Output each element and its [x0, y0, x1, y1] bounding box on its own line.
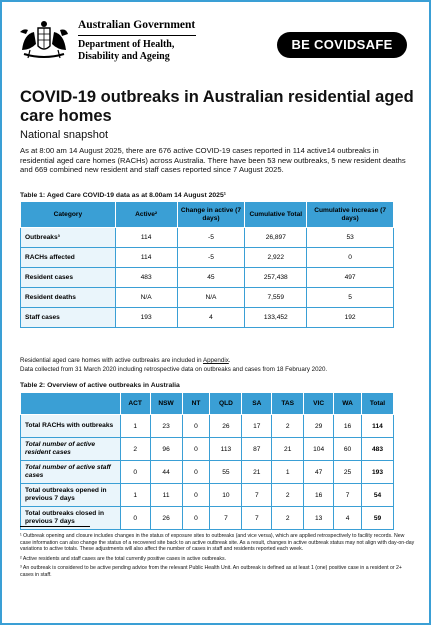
department-line-1: Department of Health, — [78, 39, 175, 50]
table-cell: -5 — [177, 228, 245, 248]
table-row — [21, 415, 394, 438]
table-cell: 16 — [304, 484, 334, 507]
table-cell: 0 — [182, 461, 210, 484]
table-cell: 26 — [210, 415, 242, 438]
table-cell: 25 — [334, 461, 362, 484]
table-cell: N/A — [177, 288, 245, 308]
appendix-note-text: Residential aged care homes with active outbreaks are included in — [20, 357, 203, 364]
column-header: Active² — [115, 202, 177, 228]
table-cell: 1 — [120, 484, 150, 507]
table-cell: 13 — [304, 507, 334, 530]
table-cell: 21 — [272, 438, 304, 461]
table-cell: 104 — [304, 438, 334, 461]
table-cell: 16 — [334, 415, 362, 438]
column-header: Cumulative Total — [245, 202, 307, 228]
column-header: Cumulative increase (7 days) — [307, 202, 394, 228]
table-cell: 0 — [182, 415, 210, 438]
table1-caption: Table 1: Aged Care COVID-19 data as at 8.00am 14 August 2025¹ — [20, 192, 226, 199]
table-cell: 53 — [307, 228, 394, 248]
row-label: Total RACHs with outbreaks — [21, 415, 121, 438]
row-label: Total number of active resident cases — [21, 438, 121, 461]
column-header: VIC — [304, 393, 334, 415]
table-cell: 2 — [272, 484, 304, 507]
table-cell: 1 — [272, 461, 304, 484]
table-cell: 7 — [210, 507, 242, 530]
row-label: RACHs affected — [21, 248, 116, 268]
column-header: SA — [242, 393, 272, 415]
table-cell: 2,922 — [245, 248, 307, 268]
footnote-divider — [20, 526, 90, 527]
column-header: Total — [362, 393, 394, 415]
column-header: WA — [334, 393, 362, 415]
table-cell: 0 — [307, 248, 394, 268]
table-cell: 26 — [150, 507, 182, 530]
table-cell-total: 54 — [362, 484, 394, 507]
table-cell: 192 — [307, 308, 394, 328]
table-cell: 5 — [307, 288, 394, 308]
table-cell: 60 — [334, 438, 362, 461]
table-cell: 257,438 — [245, 268, 307, 288]
government-branding — [78, 18, 196, 63]
table-row — [21, 308, 394, 328]
appendix-note-end: . — [228, 357, 231, 364]
table-cell: 7,559 — [245, 288, 307, 308]
table-cell: 113 — [210, 438, 242, 461]
table-cell: 0 — [182, 438, 210, 461]
table-cell: 133,452 — [245, 308, 307, 328]
table-row — [21, 228, 394, 248]
table-header-row — [21, 202, 394, 228]
table-row — [21, 484, 394, 507]
row-label: Resident cases — [21, 268, 116, 288]
table-cell: 0 — [120, 507, 150, 530]
table-cell: 4 — [177, 308, 245, 328]
table-row — [21, 438, 394, 461]
intro-paragraph: As at 8:00 am 14 August 2025, there are 676 active COVID-19 cases reported in 114 active14 outbreaks in residential aged care homes (RACHs) across Australia. There have been 53 new outbreaks, 5 new resident deaths and 669 combined new resident and staff cases reported since 7 August 2025. — [20, 146, 406, 175]
row-label: Total number of active staff cases — [21, 461, 121, 484]
footnote-1: ¹ Outbreak opening and closure includes changes in the status of exposure sites to outbreaks (and vice versa), which are applied retrospectively to facility records. New case information can also change the status of a recovered site back to an active outbreak site. As a result, changes in active outbreak status may not align with day-on-day variations to active totals. These adjustments will also affect the number of cases in staff and residents reported each week. — [20, 533, 415, 553]
branding-divider — [78, 35, 196, 36]
page-title: COVID-19 outbreaks in Australian residential aged care homes — [20, 88, 414, 125]
table-cell: 55 — [210, 461, 242, 484]
row-label: Total outbreaks opened in previous 7 days — [21, 484, 121, 507]
column-header: Category — [21, 202, 116, 228]
table-cell: -5 — [177, 248, 245, 268]
footnotes — [20, 533, 415, 582]
table-cell: 26,897 — [245, 228, 307, 248]
coat-of-arms-icon — [16, 20, 72, 64]
table-cell: 23 — [150, 415, 182, 438]
table-cell: 114 — [115, 228, 177, 248]
table-row — [21, 248, 394, 268]
table-cell: 1 — [120, 415, 150, 438]
table-cell: 2 — [272, 507, 304, 530]
table-cell: 17 — [242, 415, 272, 438]
be-covidsafe-badge: BE COVIDSAFE — [277, 32, 407, 58]
table-cell: 7 — [334, 484, 362, 507]
aged-care-data-table — [20, 201, 394, 328]
table-cell: 4 — [334, 507, 362, 530]
table-cell: 29 — [304, 415, 334, 438]
header — [2, 2, 429, 82]
table-cell: 497 — [307, 268, 394, 288]
table-cell: 87 — [242, 438, 272, 461]
column-header: NT — [182, 393, 210, 415]
table-cell-total: 483 — [362, 438, 394, 461]
table-cell: 11 — [150, 484, 182, 507]
table-cell: 0 — [182, 484, 210, 507]
column-header — [21, 393, 121, 415]
column-header: TAS — [272, 393, 304, 415]
active-outbreaks-table — [20, 392, 394, 530]
table-cell: 7 — [242, 484, 272, 507]
page-subtitle: National snapshot — [20, 129, 109, 141]
table-cell: 483 — [115, 268, 177, 288]
table-cell: 21 — [242, 461, 272, 484]
column-header: ACT — [120, 393, 150, 415]
table-cell-total: 59 — [362, 507, 394, 530]
table-cell: 96 — [150, 438, 182, 461]
appendix-note — [20, 356, 327, 365]
department-line-2: Disability and Ageing — [78, 51, 170, 62]
table-cell: 45 — [177, 268, 245, 288]
column-header: Change in active (7 days) — [177, 202, 245, 228]
footnote-2: ² Active residents and staff cases are the total currently positive cases in active outbreaks. — [20, 555, 227, 562]
table-cell: 0 — [182, 507, 210, 530]
table-cell: 47 — [304, 461, 334, 484]
table1-notes — [20, 356, 327, 374]
table-row — [21, 268, 394, 288]
table-cell-total: 114 — [362, 415, 394, 438]
table-cell: 10 — [210, 484, 242, 507]
table-row — [21, 461, 394, 484]
row-label: Staff cases — [21, 308, 116, 328]
table-cell-total: 193 — [362, 461, 394, 484]
data-collection-note: Data collected from 31 March 2020 including retrospective data on outbreaks and cases from 18 February 2020. — [20, 366, 328, 373]
table-cell: 193 — [115, 308, 177, 328]
table-cell: 44 — [150, 461, 182, 484]
row-label: Resident deaths — [21, 288, 116, 308]
table-cell: 2 — [272, 415, 304, 438]
table-cell: 7 — [242, 507, 272, 530]
footnote-3: ³ An outbreak is considered to be active pending advice from the relevant Public Health Unit. An outbreak is defined as at least 1 (one) positive case in a resident or 2+ cases in staff. — [20, 565, 402, 578]
appendix-link[interactable]: Appendix — [202, 357, 229, 364]
column-header: QLD — [210, 393, 242, 415]
column-header: NSW — [150, 393, 182, 415]
table2-caption: Table 2: Overview of active outbreaks in Australia — [20, 382, 180, 389]
row-label: Total outbreaks closed in previous 7 days — [21, 507, 121, 530]
table-cell: N/A — [115, 288, 177, 308]
table-row — [21, 288, 394, 308]
table-cell: 0 — [120, 461, 150, 484]
table-header-row — [21, 393, 394, 415]
table-cell: 114 — [115, 248, 177, 268]
row-label: Outbreaks³ — [21, 228, 116, 248]
government-name: Australian Government — [78, 19, 196, 31]
table-cell: 2 — [120, 438, 150, 461]
